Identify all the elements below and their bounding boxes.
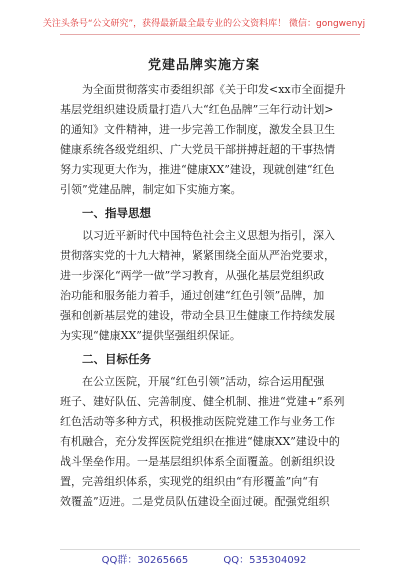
section1-paragraph — [60, 226, 360, 346]
top-divider — [60, 34, 360, 35]
paragraph-line: 努力实现更大作为，推进“健康XX”建设，现就创建“红色 — [60, 163, 335, 176]
paragraph-line: 强和创新基层党的建设，带动全县卫生健康工作持续发展 — [60, 309, 335, 322]
footer-divider — [60, 549, 360, 550]
paragraph-line: 引领”党建品牌，制定如下实施方案。 — [60, 183, 242, 196]
paragraph-line: 置，完善组织体系，实现党的组织由“有形覆盖”向“有 — [60, 475, 319, 488]
paragraph-line: 为全面贯彻落实市委组织部《关于印发<xx市全面提升 — [82, 83, 346, 96]
paragraph-line: 贯彻落实党的十九大精神，紧紧围绕全面从严治党要求， — [60, 249, 335, 262]
paragraph-line: 为实现“健康XX”提供坚强组织保证。 — [60, 329, 241, 342]
qq-group-number: QQ群：30265665 — [101, 555, 189, 566]
document-title: 党建品牌实施方案 — [147, 58, 260, 73]
paragraph-line: 班子、建好队伍、完善制度、健全机制、推进“党建+”系列 — [60, 395, 345, 408]
section-heading-guiding-ideology: 一、指导思想 — [82, 206, 151, 220]
paragraph-line: 基层党组织建设质量打造八大“红色品牌”三年行动计划> — [60, 103, 334, 116]
section2-paragraph — [60, 372, 360, 512]
intro-paragraph — [60, 80, 360, 200]
paragraph-line: 治功能和服务能力着手，通过创建“红色引领”品牌，加 — [60, 289, 325, 302]
qq-number: QQ：535304092 — [223, 555, 307, 566]
paragraph-line: 效覆盖”迈进。二是党员队伍建设全面过硬。配强党组织 — [60, 495, 330, 508]
document-body — [60, 80, 360, 512]
paragraph-line: 的通知》文件精神，进一步完善工作制度，激发全县卫生 — [60, 123, 335, 136]
paragraph-line: 在公立医院，开展“红色引领”活动，综合运用配强 — [82, 375, 325, 388]
paragraph-line: 战斗堡垒作用。一是基层组织体系全面覆盖。创新组织设 — [60, 455, 335, 468]
paragraph-line: 以习近平新时代中国特色社会主义思想为指引，深入 — [82, 229, 335, 242]
top-banner: 关注头条号“公文研究”，获得最新最全最专业的公文资料库！ 微信：gongwenyj — [42, 19, 366, 29]
paragraph-line: 进一步深化“两学一做”学习教育，从强化基层党组织政 — [60, 269, 325, 282]
paragraph-line: 红色活动等多种方式，积极推动医院党建工作与业务工作 — [60, 415, 335, 428]
paragraph-line: 有机融合，充分发挥医院党组织在推进“健康XX”建设中的 — [60, 435, 340, 448]
section-heading-goals: 二、目标任务 — [82, 352, 151, 366]
paragraph-line: 健康系统各级党组织、广大党员干部拼搏赶超的干事热情 — [60, 143, 335, 156]
footer — [0, 551, 408, 566]
